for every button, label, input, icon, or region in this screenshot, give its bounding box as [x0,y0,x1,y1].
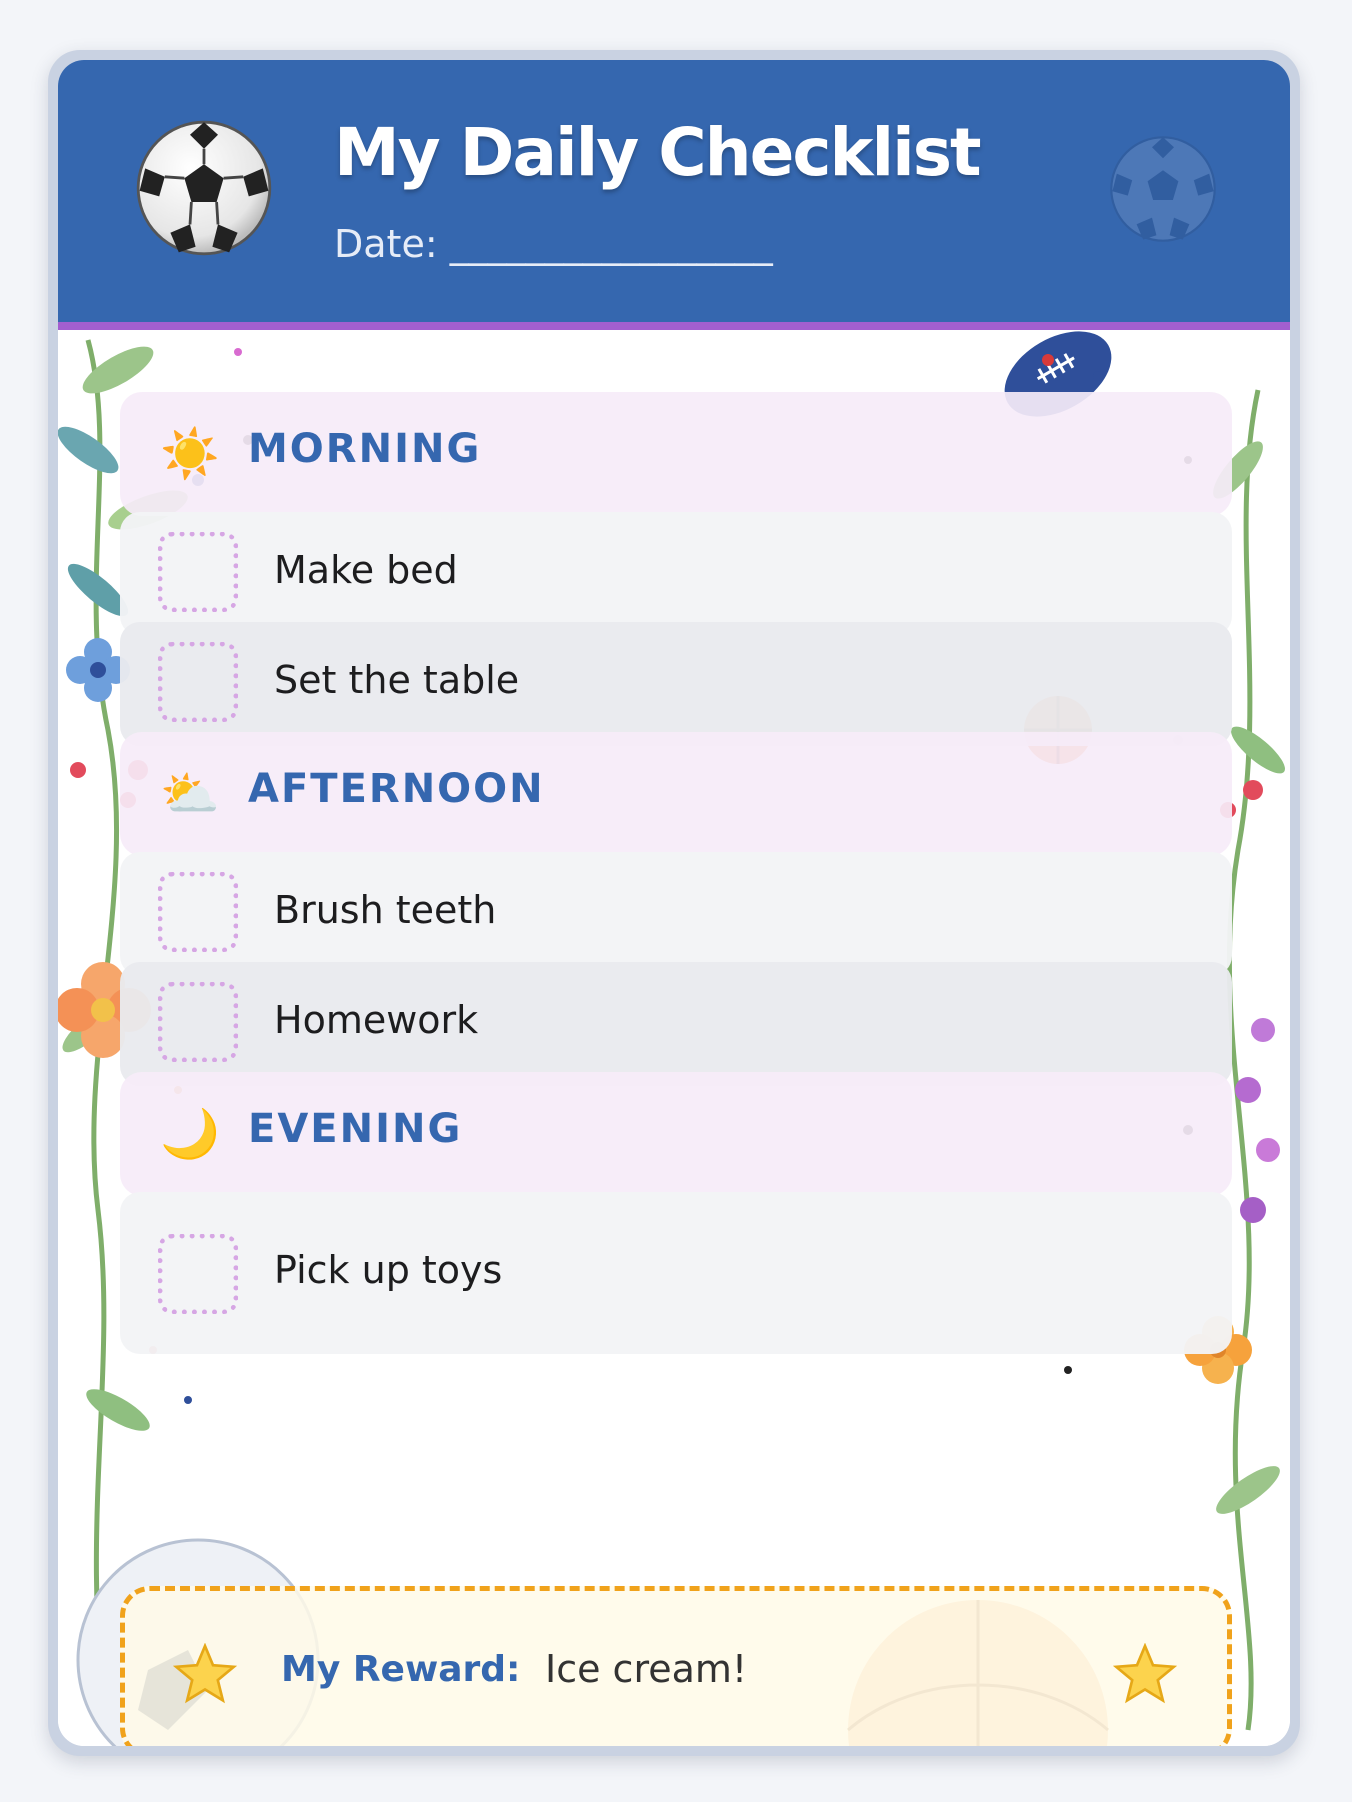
date-field[interactable]: Date: _________________ [334,222,773,266]
task-label: Homework [274,998,479,1042]
task-checkbox[interactable] [158,982,238,1062]
section-evening [120,1072,1232,1196]
page-title: My Daily Checklist [334,114,980,191]
star-icon [1113,1643,1177,1705]
task-checkbox[interactable] [158,532,238,612]
task-label: Brush teeth [274,888,497,932]
reward-label: My Reward: [281,1649,521,1690]
faded-soccer-ball-icon [1108,134,1218,244]
sun-behind-cloud-icon: ⛅ [160,766,220,822]
task-checkbox[interactable] [158,1234,238,1314]
task-make-bed[interactable] [120,512,1232,636]
section-label-morning: MORNING [248,426,482,472]
section-label-afternoon: AFTERNOON [248,766,545,812]
section-label-evening: EVENING [248,1106,463,1152]
task-label: Pick up toys [274,1248,503,1292]
crescent-moon-icon: 🌙 [160,1106,220,1162]
task-brush-teeth[interactable] [120,852,1232,976]
checklist-sheet [58,60,1290,1746]
reward-value[interactable]: Ice cream! [545,1647,748,1691]
reward-box [120,1586,1232,1746]
soccer-ball-icon [134,118,274,258]
checklist-card [48,50,1300,1756]
section-morning [120,392,1232,516]
task-label: Make bed [274,548,458,592]
task-checkbox[interactable] [158,872,238,952]
task-homework[interactable] [120,962,1232,1086]
section-afternoon [120,732,1232,856]
checklist-body [58,330,1290,1746]
task-pick-up-toys[interactable] [120,1192,1232,1354]
task-checkbox[interactable] [158,642,238,722]
sun-icon: ☀️ [160,426,220,482]
task-set-the-table[interactable] [120,622,1232,746]
header [58,60,1290,330]
task-label: Set the table [274,658,520,702]
star-icon [173,1643,237,1705]
